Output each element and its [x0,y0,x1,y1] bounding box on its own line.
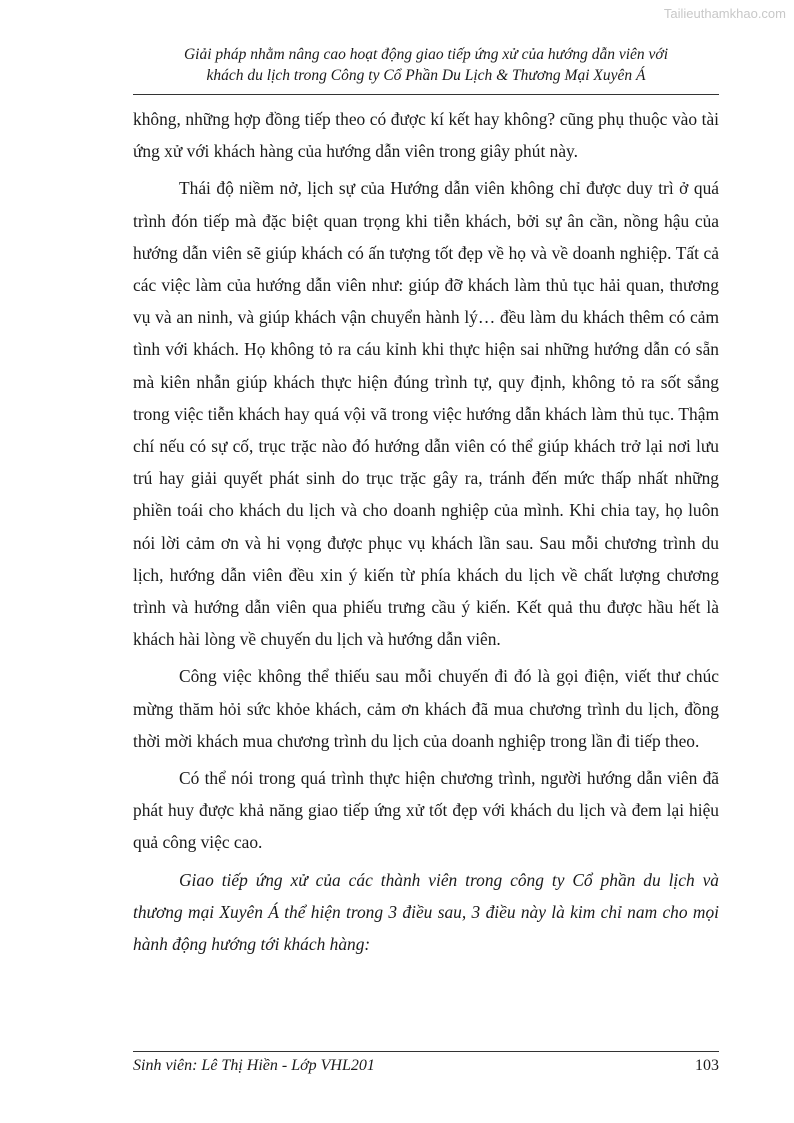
paragraph-attitude: Thái độ niềm nở, lịch sự của Hướng dẫn viên không chỉ được duy trì ở quá trình đón tiếp mà đặc biệt quan trọng khi tiễn khách, bởi sự ân cần, nồng hậu của hướng dẫn viên sẽ giúp khách có ấn tượng tốt đẹp về họ và về doanh nghiệp. Tất cả các việc làm của hướng dẫn viên như: giúp đỡ khách làm thủ tục hải quan, thương vụ và an ninh, và giúp khách vận chuyển hành lý… đều làm du khách thêm có cảm tình với khách. Họ không tỏ ra cáu kỉnh khi thực hiện sai những hướng dẫn có sẵn mà kiên nhẫn giúp khách thực hiện đúng trình tự, quy định, không tỏ ra sốt sắng trong việc tiễn khách hay quá vội vã trong việc hướng dẫn khách làm thủ tục. Thậm chí nếu có sự cố, trục trặc nào đó hướng dẫn viên có thể giúp khách trở lại nơi lưu trú hay giải quyết phát sinh do trục trặc gây ra, tránh đến mức thấp nhất những phiền toái cho khách du lịch và cho doanh nghiệp của mình. Khi chia tay, họ luôn nói lời cảm ơn và hi vọng được phục vụ khách lần sau. Sau mỗi chương trình du lịch, hướng dẫn viên đều xin ý kiến từ phía khách du lịch về chất lượng chương trình và hướng dẫn viên qua phiếu trưng cầu ý kiến. Kết quả thu được hầu hết là khách hài lòng về chuyến du lịch và hướng dẫn viên. [133,178,719,650]
page-footer [133,1055,719,1077]
paragraph-follow-up: Công việc không thể thiếu sau mỗi chuyến đi đó là gọi điện, viết thư chúc mừng thăm hỏi sức khỏe khách, cảm ơn khách đã mua chương trình du lịch, đồng thời mời khách mua chương trình du lịch của doanh nghiệp trong lần đi tiếp theo. [133,666,719,751]
page-body [133,103,719,960]
header-line-2: khách du lịch trong Công ty Cổ Phần Du Lịch & Thương Mại Xuyên Á [206,67,646,84]
paragraph-continued: không, những hợp đồng tiếp theo có được kí kết hay không? cũng phụ thuộc vào tài ứng xử với khách hàng của hướng dẫn viên trong giây phút này. [133,109,719,162]
header-divider [133,94,719,95]
running-header [133,44,719,86]
watermark-text: Tailieuthamkhao.com [663,6,786,21]
footer-divider [133,1051,719,1052]
page-number: 103 [695,1057,719,1074]
student-info: Sinh viên: Lê Thị Hiền - Lớp VHL201 [133,1057,375,1074]
header-line-1: Giải pháp nhằm nâng cao hoạt động giao tiếp ứng xử của hướng dẫn viên với [183,46,669,63]
paragraph-company-principles: Giao tiếp ứng xử của các thành viên trong công ty Cổ phần du lịch và thương mại Xuyên Á thể hiện trong 3 điều sau, 3 điều này là kim chỉ nam cho mọi hành động hướng tới khách hàng: [133,869,719,955]
paragraph-conclusion: Có thể nói trong quá trình thực hiện chương trình, người hướng dẫn viên đã phát huy được khả năng giao tiếp ứng xử tốt đẹp với khách du lịch và đem lại hiệu quả công việc cao. [133,768,719,853]
